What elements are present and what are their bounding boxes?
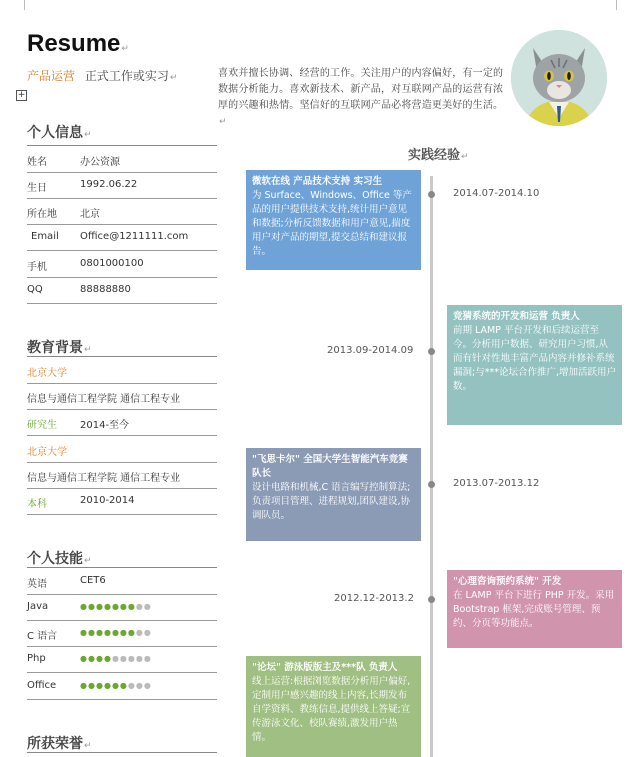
info-row-email: Email Office@1211111.com <box>27 225 217 251</box>
skill-dot-empty: ● <box>143 628 152 637</box>
page-corner-mark <box>616 0 627 10</box>
education-title: 教育背景↵ <box>27 340 92 356</box>
edu-row-school: 北京大学 <box>27 358 217 384</box>
experience-date: 2013.07-2013.12 <box>453 478 540 489</box>
skill-dot-empty: ● <box>143 681 152 690</box>
experience-date: 2013.09-2014.09 <box>327 345 414 356</box>
info-row-phone: 手机 0801000100 <box>27 252 217 278</box>
cat-portrait-icon <box>511 30 607 126</box>
job-target: 产品运营 正式工作或实习↵ <box>27 69 178 83</box>
skill-dot-empty: ● <box>135 628 144 637</box>
skill-dot-filled: ● <box>119 628 128 637</box>
timeline-dot <box>428 348 435 355</box>
skill-dot-empty: ● <box>135 681 144 690</box>
skill-dot-filled: ● <box>119 681 128 690</box>
skill-dot-filled: ● <box>103 654 112 663</box>
skill-dot-filled: ● <box>119 602 128 611</box>
skill-dot-filled: ● <box>95 602 104 611</box>
skill-dot-filled: ● <box>87 681 96 690</box>
skill-dot-empty: ● <box>143 602 152 611</box>
skill-dot-filled: ● <box>111 602 120 611</box>
section-divider <box>27 752 217 753</box>
skill-dot-filled: ● <box>80 628 88 637</box>
timeline-dot <box>428 191 435 198</box>
skill-level-dots <box>80 628 152 637</box>
skill-dot-empty: ● <box>143 654 152 663</box>
skill-dot-filled: ● <box>95 654 104 663</box>
skills-title: 个人技能↵ <box>27 551 92 567</box>
experience-card: "论坛" 游泳版版主及***队 负责人 线上运营:根据浏览数据分析用户偏好,定制用户感兴趣的线上内容,长期发布自学资料、教练信息,提供线上答疑;宣传游泳文化、校队赛绩,激发用户热情。 <box>246 656 421 757</box>
skill-row: Php ●●●●●●●●● <box>27 647 217 673</box>
avatar <box>511 30 607 126</box>
target-position: 产品运营 <box>27 69 76 83</box>
skill-row: Java ●●●●●●●●● <box>27 595 217 621</box>
resume-title: Resume↵ <box>27 30 129 57</box>
section-divider <box>27 567 217 568</box>
skill-dot-empty: ● <box>127 681 136 690</box>
skill-dot-filled: ● <box>80 602 88 611</box>
experience-card: 竞猜系统的开发和运营 负责人 前期 LAMP 平台开发和后续运营至今。分析用户数据、研究用户习惯,从而有针对性地丰富产品内容并修补系统漏洞;与***论坛合作推广,增加活跃用户数。 <box>447 305 622 425</box>
info-row-name: 姓名 办公资源 <box>27 147 217 173</box>
skill-dot-filled: ● <box>103 602 112 611</box>
work-status: 正式工作或实习 <box>84 69 169 83</box>
personal-info-title: 个人信息↵ <box>27 125 92 141</box>
skill-dot-filled: ● <box>127 602 136 611</box>
skill-dot-filled: ● <box>103 628 112 637</box>
timeline-line <box>430 176 433 757</box>
skill-dot-empty: ● <box>135 602 144 611</box>
edu-row-degree: 研究生 2014-至今 <box>27 410 217 436</box>
experience-card: "飞思卡尔" 全国大学生智能汽车竞赛 队长 设计电路和机械,C 语言编写控制算法;负责项目管理、进程规划,团队建设,协调队员。 <box>246 448 421 541</box>
honors-title: 所获荣誉↵ <box>27 736 92 752</box>
section-divider <box>27 356 217 357</box>
skill-dot-filled: ● <box>95 681 104 690</box>
skill-level-dots <box>80 654 152 663</box>
skill-dot-filled: ● <box>127 628 136 637</box>
edu-row-major: 信息与通信工程学院 通信工程专业 <box>27 384 217 410</box>
info-row-birthday: 生日 1992.06.22 <box>27 173 217 199</box>
skill-dot-filled: ● <box>111 681 120 690</box>
table-move-handle-icon[interactable]: + <box>17 90 26 100</box>
skill-dot-filled: ● <box>87 654 96 663</box>
timeline-dot <box>428 481 435 488</box>
skill-level-dots <box>80 681 152 690</box>
edu-row-major: 信息与通信工程学院 通信工程专业 <box>27 463 217 489</box>
skill-dot-filled: ● <box>95 628 104 637</box>
skill-dot-empty: ● <box>119 654 128 663</box>
page-corner-mark <box>14 0 25 10</box>
skill-dot-filled: ● <box>87 628 96 637</box>
skill-dot-filled: ● <box>80 654 88 663</box>
experience-date: 2014.07-2014.10 <box>453 188 540 199</box>
skill-dot-filled: ● <box>103 681 112 690</box>
skill-row-english: 英语 CET6 <box>27 569 217 595</box>
skill-row: Office ●●●●●●●●● <box>27 674 217 700</box>
info-row-qq: QQ 88888880 <box>27 278 217 304</box>
edu-row-school: 北京大学 <box>27 437 217 463</box>
skill-dot-filled: ● <box>80 681 88 690</box>
experience-card: 微软在线 产品技术支持 实习生 为 Surface、Windows、Office 等产品的用户提供技术支持,统计用户意见和数据;分析反馈数据和用户意见,揣度用户对产品的期望,提交总结和建议报告。 <box>246 170 421 270</box>
skill-row: C 语言 ●●●●●●●●● <box>27 621 217 647</box>
skill-level-dots <box>80 602 152 611</box>
experience-date: 2012.12-2013.2 <box>334 593 414 604</box>
section-divider <box>27 145 217 146</box>
edu-row-degree: 本科 2010-2014 <box>27 489 217 515</box>
experience-title: 实践经验↵ <box>408 148 469 163</box>
skill-dot-filled: ● <box>87 602 96 611</box>
skill-dot-empty: ● <box>135 654 144 663</box>
skill-dot-empty: ● <box>127 654 136 663</box>
skill-dot-filled: ● <box>111 628 120 637</box>
timeline-dot <box>428 596 435 603</box>
skill-dot-empty: ● <box>111 654 120 663</box>
self-intro: 喜欢并擅长协调、经营的工作。关注用户的内容偏好，有一定的数据分析能力。喜欢新技术、新产品，对互联网产品的运营有浓厚的兴趣和热情。坚信好的互联网产品必将营造更美好的生活。↵ <box>218 68 503 127</box>
info-row-location: 所在地 北京 <box>27 199 217 225</box>
experience-card: "心理咨询预约系统" 开发 在 LAMP 平台下进行 PHP 开发。采用 Bootstrap 框架,完成账号管理、预约、分页等功能点。 <box>447 570 622 648</box>
